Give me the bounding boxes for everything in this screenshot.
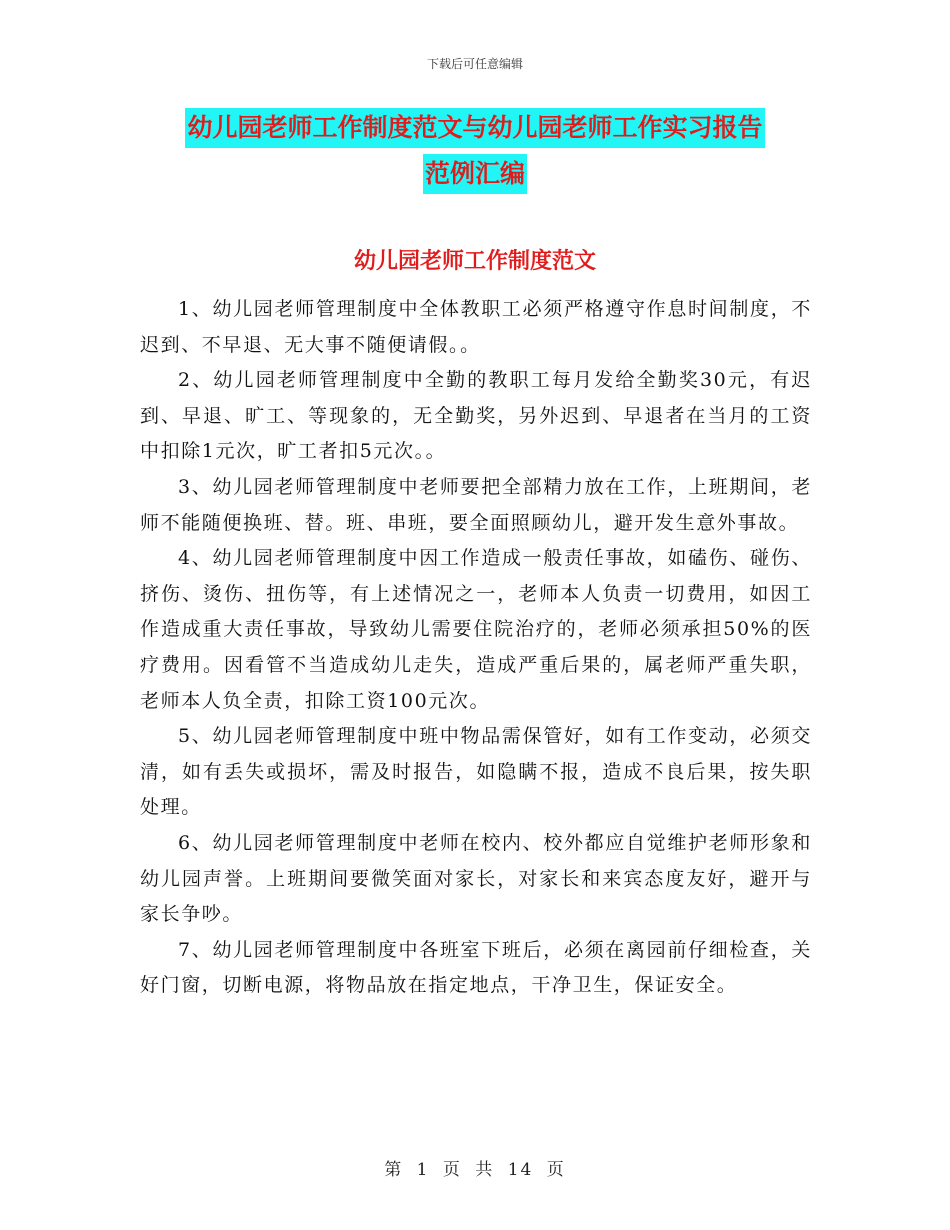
paragraph-3: 3、幼儿园老师管理制度中老师要把全部精力放在工作，上班期间，老师不能随便换班、替。班、串班，要全面照顾幼儿，避开发生意外事故。	[140, 475, 812, 534]
title-line-1: 幼儿园老师工作制度范文与幼儿园老师工作实习报告	[185, 108, 764, 148]
section-heading: 幼儿园老师工作制度范文	[353, 249, 596, 274]
page-footer: 第 1 页 共 14 页	[384, 1160, 566, 1180]
paragraph-6: 6、幼儿园老师管理制度中老师在校内、校外都应自觉维护老师形象和幼儿园声誉。上班期间要微笑面对家长，对家长和来宾态度友好，避开与家长争吵。	[140, 831, 812, 926]
document-title	[140, 108, 810, 200]
title-line-2: 范例汇编	[423, 154, 527, 194]
paragraph-4: 4、幼儿园老师管理制度中因工作造成一般责任事故，如磕伤、碰伤、挤伤、烫伤、扭伤等，有上述情况之一，老师本人负责一切费用，如因工作造成重大责任事故，导致幼儿需要住院治疗的，老师必须承担50%的医疗费用。因看管不当造成幼儿走失，造成严重后果的，属老师严重失职，老师本人负全责，扣除工资100元次。	[140, 547, 812, 712]
header-note: 下载后可任意编辑	[426, 57, 523, 71]
paragraph-5: 5、幼儿园老师管理制度中班中物品需保管好，如有工作变动，必须交清，如有丢失或损坏，需及时报告，如隐瞒不报，造成不良后果，按失职处理。	[140, 725, 812, 819]
paragraph-1: 1、幼儿园老师管理制度中全体教职工必须严格遵守作息时间制度，不迟到、不早退、无大事不随便请假。。	[140, 298, 812, 356]
document-body	[140, 292, 812, 1004]
paragraph-2: 2、幼儿园老师管理制度中全勤的教职工每月发给全勤奖30元，有迟到、早退、旷工、等现象的，无全勤奖，另外迟到、早退者在当月的工资中扣除1元次，旷工者扣5元次。。	[140, 369, 812, 463]
paragraph-7: 7、幼儿园老师管理制度中各班室下班后，必须在离园前仔细检查，关好门窗，切断电源，将物品放在指定地点，干净卫生，保证安全。	[140, 938, 812, 997]
